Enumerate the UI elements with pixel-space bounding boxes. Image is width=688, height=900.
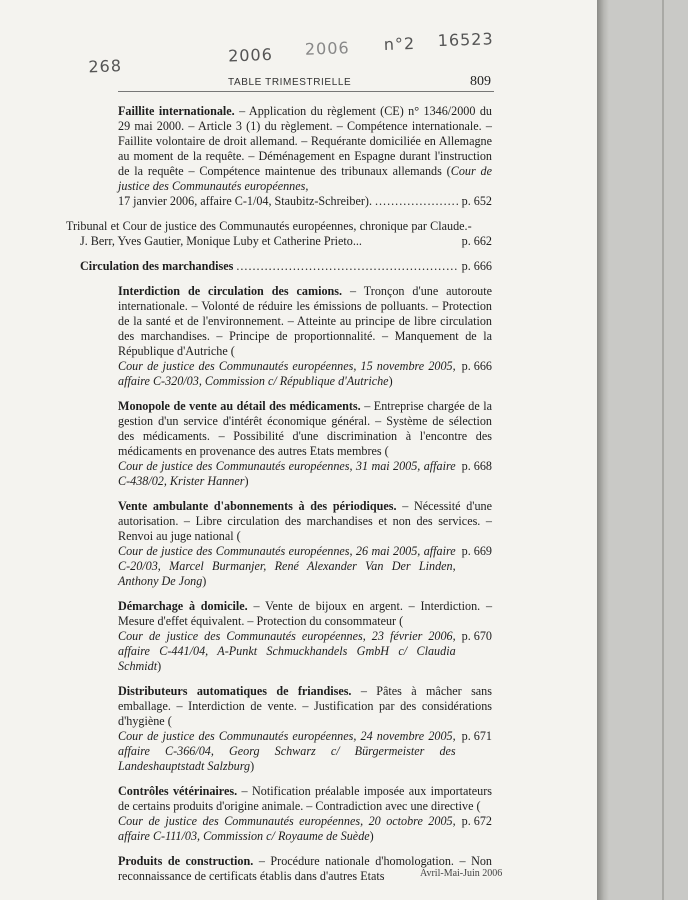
handwritten-note: 2006 [227,44,274,66]
handwritten-note: 268 [88,56,123,77]
entry-title: Contrôles vétérinaires. [118,784,238,798]
entry-title: Faillite internationale. [118,104,235,118]
entry-page: p. 669 [461,544,492,558]
toc-entry-tribunal [66,219,492,249]
handwritten-note: 2006 [304,38,350,59]
entry-text: – Nécessité d'une autorisation. – Libre circulation des marchandises et non des services. – Renvoi au juge national ( [118,499,492,543]
table-of-contents [66,104,492,894]
entry-tail: ) [244,474,249,488]
entry-text: – Application du règlement (CE) n° 1346/2000 du 29 mai 2000. – Article 3 (1) du règlement. – Compétence internationale. – Faillite volontaire de droit allemand. – Requérante domiciliée en Allemagne au moment de la requête. – Déménagement en Espagne durant l'instruction de la requête – Compétence maintenue des tribunaux allemands ( [118,104,492,178]
toc-entry-veterinaires [118,784,492,844]
toc-entry-demarchage [118,599,492,674]
entry-citation: Cour de justice des Communautés européennes, 31 mai 2005, affaire C-438/02, Krister Hanner [118,459,456,488]
entry-page: p. 672 [461,814,492,828]
page-edge-shadow [597,0,609,900]
entry-page: p. 652 [461,194,492,208]
entry-citation: Cour de justice des Communautés européennes, 20 octobre 2005, affaire C-111/03, Commission c/ Royaume de Suède [118,814,456,843]
entry-tail: ) [369,829,374,843]
header-rule [118,91,494,92]
entry-text: – Notification préalable imposée aux importateurs de certains produits d'origine animale. – Contradiction avec une directive ( [118,784,493,813]
entry-tail: ) [202,574,207,588]
entry-text: – Procédure nationale d'homologation. – Non reconnaissance de certificats établis dans d'autres Etats [118,854,492,883]
entry-tail: ) [157,659,162,673]
entry-title: Démarchage à domicile. [118,599,248,613]
entry-page: p. 668 [461,459,492,473]
page-edge-line [662,0,664,900]
entry-tail: 17 janvier 2006, affaire C-1/04, Staubitz-Schreiber). [118,194,372,208]
entry-title: Circulation des marchandises [80,259,234,273]
entry-page: p. 666 [461,259,492,273]
issue-footer: Avril-Mai-Juin 2006 [420,868,503,879]
entry-title: Produits de construction. [118,854,254,868]
entry-text: – Entreprise chargée de la gestion d'un service d'intérêt économique général. – Système de sélection des médicaments. – Possibilité d'une discrimination à l'encontre des médicaments en provenance des autres Etats membres ( [118,399,492,458]
entry-tail: ) [250,759,255,773]
entry-text: – Pâtes à mâcher sans emballage. – Interdiction de vente. – Justification par des considérations d'hygiène ( [118,684,492,728]
page-number: 809 [470,74,491,89]
entry-text: – Tronçon d'une autoroute internationale. – Volonté de réduire les émissions de polluants. – Protection de la santé et de l'environnement. – Atteinte au principe de libre circulation des marchandises. – Principe de proportionnalité. – Manquement de la République d'Autriche ( [118,284,492,358]
handwritten-annotations [0,26,597,77]
handwritten-note: n°2 [383,33,416,55]
entry-citation: Cour de justice des Communautés européennes, 26 mai 2005, affaire C-20/03, Marcel Burmanjer, René Alexander Van Der Linden, Anthony De Jong [118,544,456,588]
entry-tail: ) [388,374,393,388]
entry-text: Tribunal et Cour de justice des Communautés européennes, chronique par Claude.-J. Berr, Yves Gautier, Monique Luby et Catherine Prieto... [66,219,472,248]
entry-page: p. 666 [461,359,492,373]
toc-entry-circulation [80,259,492,274]
entry-citation: Cour de justice des Communautés européennes, 15 novembre 2005, affaire C-320/03, Commission c/ République d'Autriche [118,359,456,388]
running-title: TABLE TRIMESTRIELLE [228,77,352,88]
entry-page: p. 671 [461,729,492,743]
toc-entry-camions [118,284,492,389]
entry-page: p. 662 [461,234,492,248]
entry-citation: Cour de justice des Communautés européennes, 24 novembre 2005, affaire C-366/04, Georg Schwarz c/ Bürgermeister des Landeshauptstadt Salzburg [118,729,456,773]
entry-citation: Cour de justice des Communautés européennes, [118,164,492,193]
entry-title: Interdiction de circulation des camions. [118,284,343,298]
toc-entry-friandises [118,684,492,774]
toc-entry-periodiques [118,499,492,589]
entry-title: Distributeurs automatiques de friandises. [118,684,352,698]
entry-page: p. 670 [461,629,492,643]
entry-text: – Vente de bijoux en argent. – Interdiction. – Mesure d'effet équivalent. – Protection du consommateur ( [118,599,493,628]
entry-title: Vente ambulante d'abonnements à des périodiques. [118,499,397,513]
entry-citation: Cour de justice des Communautés européennes, 23 février 2006, affaire C-441/04, A-Punkt Schmuckhandels GmbH c/ Claudia Schmidt [118,629,456,673]
toc-entry-faillite [118,104,492,209]
toc-entry-medicaments [118,399,492,489]
entry-title: Monopole de vente au détail des médicaments. [118,399,361,413]
handwritten-note: 16523 [437,29,494,51]
